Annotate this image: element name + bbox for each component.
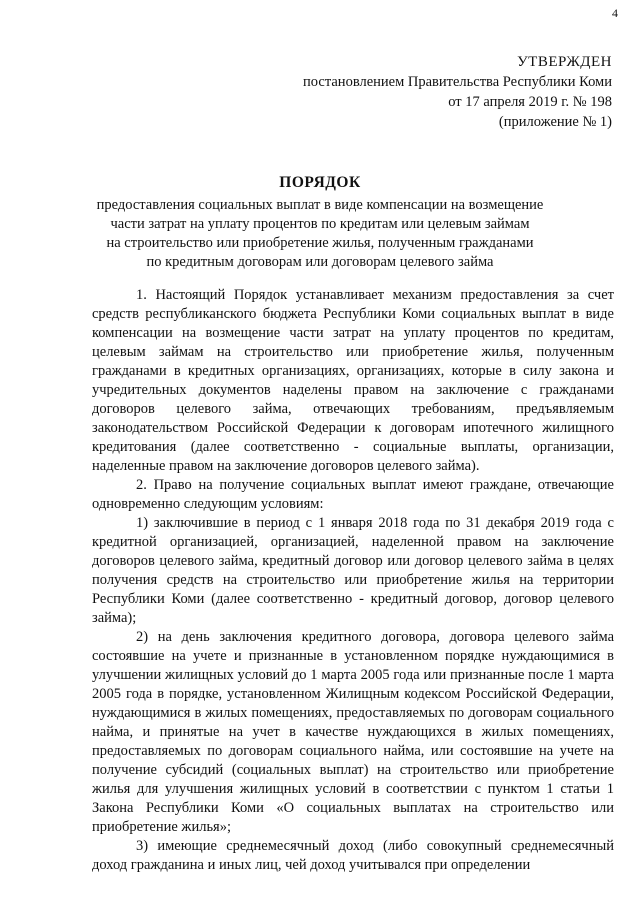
page-number: 4 xyxy=(612,6,618,20)
document-title: ПОРЯДОК xyxy=(279,174,361,191)
subtitle-line: по кредитным договорам или договорам целевого займа xyxy=(146,254,494,270)
subtitle-line: части затрат на уплату процентов по кредитам или целевым займам xyxy=(110,216,530,232)
approval-line-1: постановлением Правительства Республики Коми xyxy=(303,74,612,90)
subtitle-line: на строительство или приобретение жилья, полученным гражданами xyxy=(106,235,534,251)
approval-line-3: (приложение № 1) xyxy=(498,114,612,130)
paragraph-2-item-1: 1) заключившие в период с 1 января 2018 года по 31 декабря 2019 года с кредитной организацией, организацией, наделенной правом на заключение договоров целевого займа, кредитный договор или договор целевого займа в целях получения средств на строительство или приобретение жилья на территории Республики Коми (далее соответственно - кредитный договор, договор целевого займа); xyxy=(92,515,614,626)
paragraph-2-item-3: 3) имеющие среднемесячный доход (либо совокупный среднемесячный доход гражданина и иных лиц, чей доход учитывался при определении xyxy=(92,838,614,873)
document-subtitle xyxy=(40,196,600,272)
approval-block xyxy=(303,52,612,132)
document-body xyxy=(92,286,614,875)
paragraph-2: 2. Право на получение социальных выплат имеют граждане, отвечающие одновременно следующим условиям: xyxy=(92,477,614,512)
paragraph-1: 1. Настоящий Порядок устанавливает механизм предоставления за счет средств республиканского бюджета Республики Коми социальных выплат в виде компенсации на возмещение части затрат на уплату процентов по кредитам, целевым займам на строительство или приобретение жилья, полученным гражданами в кредитных организациях, организациях, которые в силу закона и учредительных документов наделены правом на заключение с гражданами договоров целевого займа, отвечающих требованиям, предъявляемым законодательством Российской Федерации к договорам ипотечного жилищного кредитования (далее соответственно - социальные выплаты, организации, наделенные правом на заключение договоров целевого займа). xyxy=(92,287,614,474)
approval-line-2: от 17 апреля 2019 г. № 198 xyxy=(448,94,612,110)
paragraph-2-item-2: 2) на день заключения кредитного договора, договора целевого займа состоявшие на учете и признанные в установленном порядке нуждающимися в улучшении жилищных условий до 1 марта 2005 года или признанные после 1 марта 2005 года в порядке, установленном Жилищным кодексом Российской Федерации, нуждающимися в жилых помещениях, предоставляемых по договорам социального найма, и принятые на учет в качестве нуждающихся в жилых помещениях, предоставляемых по договорам социального найма, или состоявшие на учете на получение субсидий (социальных выплат) на строительство или приобретение жилья для улучшения жилищных условий в соответствии с пунктом 1 статьи 1 Закона Республики Коми «О социальных выплатах на строительство или приобретение жилья»; xyxy=(92,629,614,835)
subtitle-line: предоставления социальных выплат в виде компенсации на возмещение xyxy=(96,197,544,213)
approval-title: УТВЕРЖДЕН xyxy=(517,54,612,70)
